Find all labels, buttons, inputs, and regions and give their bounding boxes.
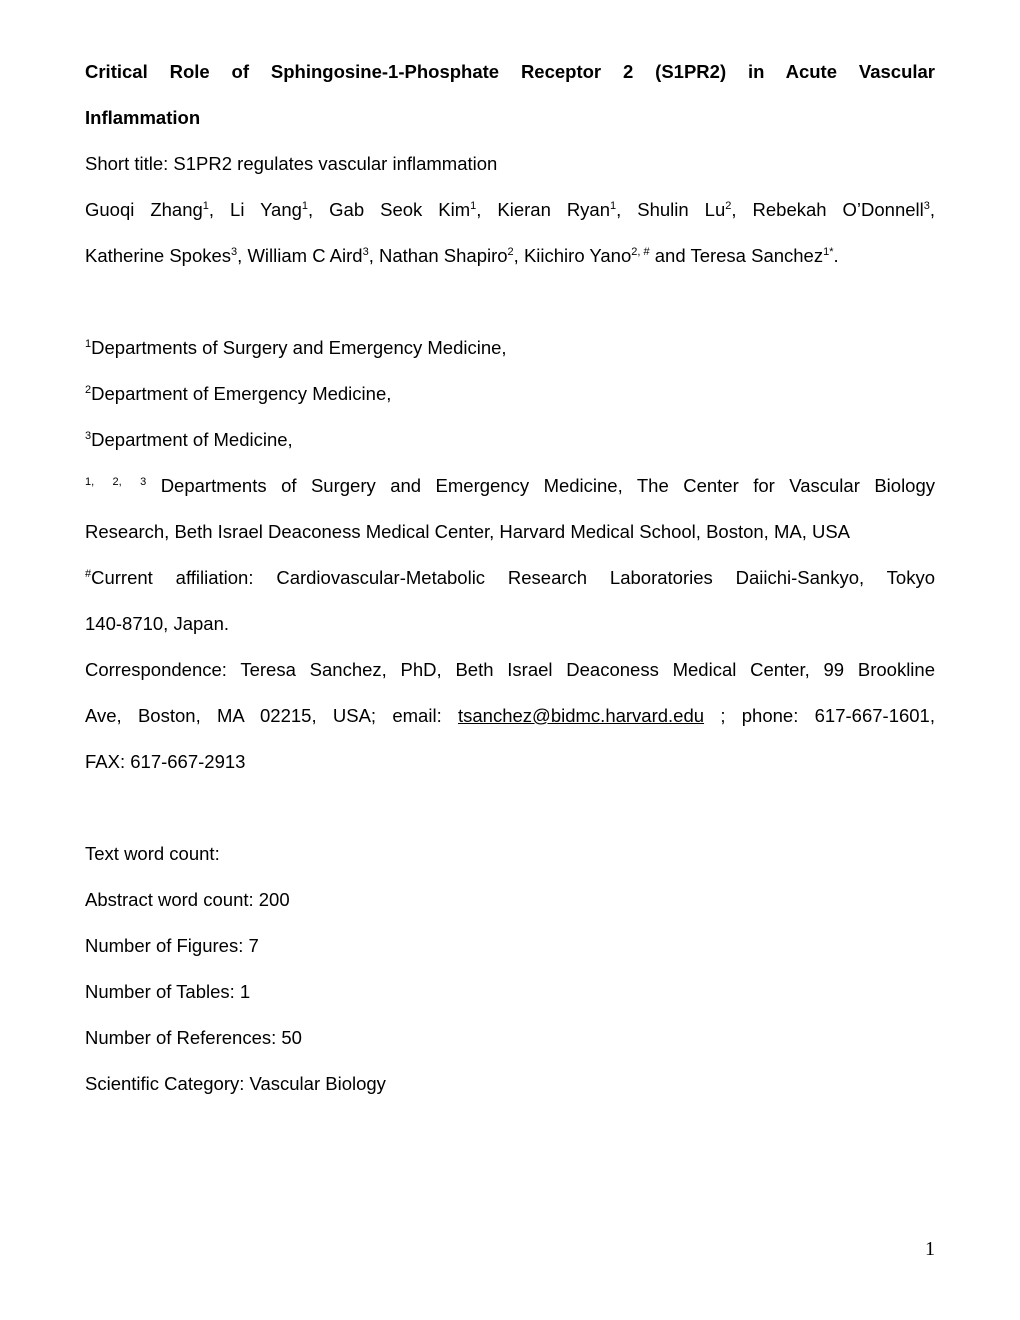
author: William C Aird$^3$,: [247, 245, 374, 266]
short-title: Short title: S1PR2 regulates vascular inflammation: [85, 153, 498, 174]
authors-line-1: [85, 198, 935, 222]
current-affiliation: #Current affiliation: Cardiovascular-Metabolic Research Laboratories Daiichi-Sankyo, Tokyo: [85, 567, 935, 588]
number-of-references: Number of References: 50: [85, 1027, 302, 1048]
affiliation-3: $^3$Department of Medicine,: [85, 429, 293, 450]
authors-line-2: [85, 244, 935, 268]
author: Kieran Ryan$^1$,: [497, 199, 622, 220]
number-of-tables: Number of Tables: 1: [85, 981, 251, 1002]
page-number: 1: [925, 1238, 935, 1260]
text-word-count: Text word count:: [85, 843, 220, 864]
current-affiliation-cont: 140-8710, Japan.: [85, 613, 230, 634]
author: Gab Seok Kim$^1$,: [329, 199, 482, 220]
correspondence-line-3: FAX: 617-667-2913: [85, 751, 246, 772]
author: Shulin Lu$^2$,: [637, 199, 737, 220]
correspondence-line-1: Correspondence: Teresa Sanchez, PhD, Beth Israel Deaconess Medical Center, 99 Brookline: [85, 659, 935, 680]
title-line-1: Critical Role of Sphingosine-1-Phosphate Receptor 2 (S1PR2) in Acute Vascular: [85, 61, 935, 82]
scientific-category: Scientific Category: Vascular Biology: [85, 1073, 386, 1094]
author: Kiichiro Yano$^{2, \#}$ and: [523, 245, 686, 266]
author: Li Yang$^1$,: [230, 199, 314, 220]
author: Katherine Spokes$^3$,: [85, 245, 243, 266]
author: Teresa Sanchez$^{1*}$.: [690, 245, 839, 266]
email-link[interactable]: tsanchez@bidmc.harvard.edu: [458, 705, 705, 726]
affiliation-1: $^1$Departments of Surgery and Emergency Medicine,: [85, 337, 507, 358]
number-of-figures: Number of Figures: 7: [85, 935, 259, 956]
affiliation-combined-cont: Research, Beth Israel Deaconess Medical Center, Harvard Medical School, Boston, MA, USA: [85, 521, 851, 542]
abstract-word-count: Abstract word count: 200: [85, 889, 290, 910]
affiliation-combined: $^{1, 2, 3}$ Departments of Surgery and Emergency Medicine, The Center for Vascular Biology: [85, 475, 936, 496]
affiliation-2: $^2$Department of Emergency Medicine,: [85, 383, 392, 404]
author: Rebekah O’Donnell$^3$,: [752, 199, 936, 220]
author: Nathan Shapiro$^2$,: [378, 245, 519, 266]
author: Guoqi Zhang$^1$,: [85, 199, 215, 220]
title-line-2: Inflammation: [85, 107, 201, 128]
correspondence-line-2: Ave, Boston, MA 02215, USA; email: tsanchez@bidmc.harvard.edu ; phone: 617-667-1601,: [85, 705, 935, 726]
